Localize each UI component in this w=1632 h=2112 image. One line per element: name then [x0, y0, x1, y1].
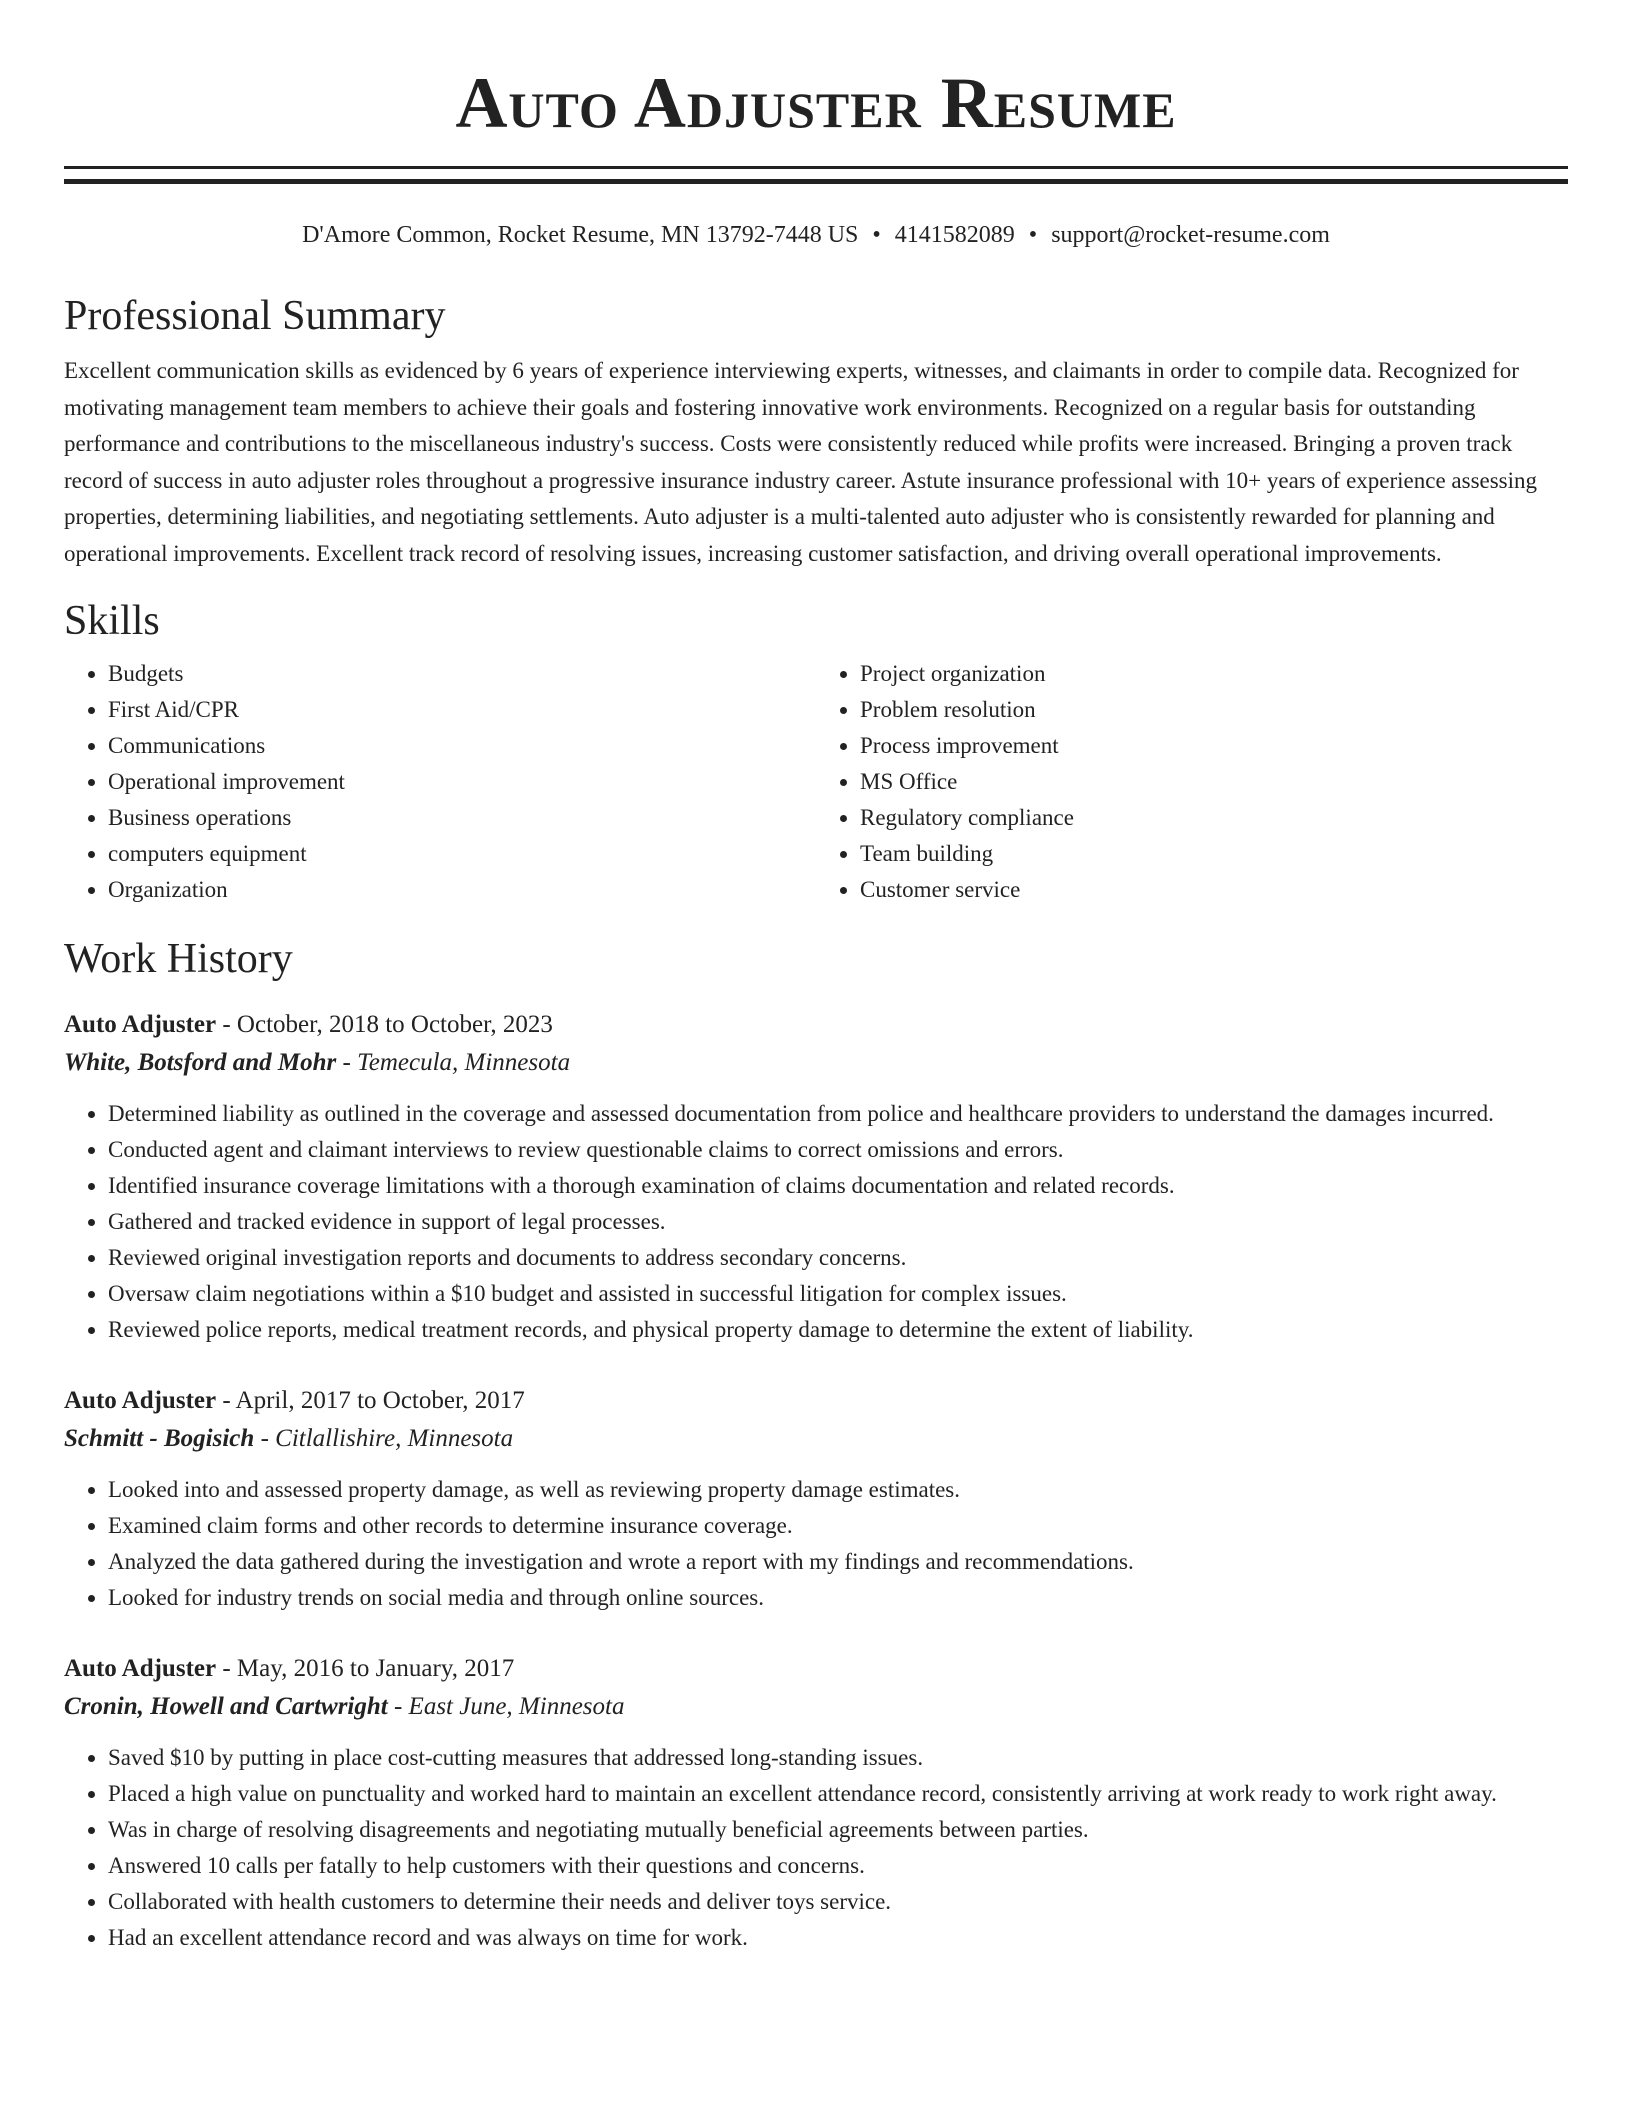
skill-item: • First Aid/CPR [108, 692, 816, 728]
job-entry [64, 1382, 1568, 1616]
skill-item: • MS Office [860, 764, 1568, 800]
job-bullet: • Oversaw claim negotiations within a $10 budget and assisted in successful litigation for complex issues. [108, 1276, 1568, 1312]
skill-item: • Business operations [108, 800, 816, 836]
job-bullet: • Gathered and tracked evidence in support of legal processes. [108, 1204, 1568, 1240]
skill-item: • Customer service [860, 872, 1568, 908]
job-bullet: • Conducted agent and claimant interviews to review questionable claims to correct omissions and errors. [108, 1132, 1568, 1168]
job-company-line: Cronin, Howell and Cartwright - East June, Minnesota [64, 1693, 625, 1720]
title-divider [64, 166, 1568, 184]
resume-title: Auto Adjuster Resume [455, 63, 1177, 143]
skill-item: • Process improvement [860, 728, 1568, 764]
job-role: Auto Adjuster [64, 1387, 217, 1414]
separator-dot: • [872, 222, 881, 248]
work-history-heading: Work History [64, 936, 293, 982]
job-title-line: Auto Adjuster - October, 2018 to October, 2023 [64, 1011, 553, 1038]
contact-line [64, 219, 1568, 251]
skills-columns [64, 656, 1568, 908]
job-location: East June, Minnesota [408, 1693, 625, 1720]
job-bullets [64, 1096, 1568, 1348]
job-bullet: • Saved $10 by putting in place cost-cutting measures that addressed long-standing issues. [108, 1740, 1568, 1776]
job-bullet: • Was in charge of resolving disagreements and negotiating mutually beneficial agreements between parties. [108, 1812, 1568, 1848]
job-bullet: • Examined claim forms and other records to determine insurance coverage. [108, 1508, 1568, 1544]
skills-list-right [816, 656, 1568, 908]
separator-dot: • [1028, 222, 1038, 248]
job-bullet: • Determined liability as outlined in the coverage and assessed documentation from police and healthcare providers to understand the damages incurred. [108, 1096, 1568, 1132]
job-title-line: Auto Adjuster - May, 2016 to January, 2017 [64, 1655, 515, 1682]
skill-item: • computers equipment [108, 836, 816, 872]
skill-item: • Budgets [108, 656, 816, 692]
skill-item: • Organization [108, 872, 816, 908]
job-bullets [64, 1472, 1568, 1616]
job-dates: April, 2017 to October, 2017 [235, 1387, 525, 1414]
skill-item: • Operational improvement [108, 764, 816, 800]
job-location: Temecula, Minnesota [357, 1049, 571, 1076]
job-company: Cronin, Howell and Cartwright [64, 1693, 388, 1720]
skill-item: • Team building [860, 836, 1568, 872]
job-bullet: • Collaborated with health customers to determine their needs and deliver toys service. [108, 1884, 1568, 1920]
job-dates: October, 2018 to October, 2023 [236, 1011, 553, 1038]
summary-text: Excellent communication skills as evidenced by 6 years of experience interviewing experts, witnesses, and claimants in order to compile data. Recognized for motivating management team members to achieve their goals and fostering innovative work environments. Recognized on a regular basis for outstanding performance and contributions to the miscellaneous industry's success. Costs were consistently reduced while profits were increased. Bringing a proven track record of success in auto adjuster roles throughout a progressive insurance industry career. Astute insurance professional with 10+ years of experience assessing properties, determining liabilities, and negotiating settlements. Auto adjuster is a multi-talented auto adjuster who is consistently rewarded for planning and operational improvements. Excellent track record of resolving issues, increasing customer satisfaction, and driving overall operational improvements. [64, 358, 1538, 566]
job-bullet: • Looked for industry trends on social media and through online sources. [108, 1580, 1568, 1616]
job-title-line: Auto Adjuster - April, 2017 to October, 2017 [64, 1387, 525, 1414]
job-dates: May, 2016 to January, 2017 [236, 1655, 515, 1682]
skill-item: • Project organization [860, 656, 1568, 692]
job-bullet: • Identified insurance coverage limitations with a thorough examination of claims documentation and related records. [108, 1168, 1568, 1204]
job-role: Auto Adjuster [64, 1655, 217, 1682]
job-company: White, Botsford and Mohr [64, 1049, 337, 1076]
job-bullet: • Reviewed police reports, medical treatment records, and physical property damage to determine the extent of liability. [108, 1312, 1568, 1348]
job-bullet: • Answered 10 calls per fatally to help customers with their questions and concerns. [108, 1848, 1568, 1884]
job-bullets [64, 1740, 1568, 1956]
job-location: Citlallishire, Minnesota [275, 1425, 514, 1452]
job-role: Auto Adjuster [64, 1011, 217, 1038]
skills-heading: Skills [64, 598, 160, 644]
job-entry [64, 1006, 1568, 1348]
skills-list-left [64, 656, 816, 908]
summary-heading: Professional Summary [64, 293, 446, 339]
skill-item: • Communications [108, 728, 816, 764]
job-bullet: • Analyzed the data gathered during the investigation and wrote a report with my findings and recommendations. [108, 1544, 1568, 1580]
email-link[interactable]: support@rocket-resume.com [1051, 222, 1330, 248]
job-bullet: • Had an excellent attendance record and was always on time for work. [108, 1920, 1568, 1956]
skill-item: • Regulatory compliance [860, 800, 1568, 836]
job-bullet: • Looked into and assessed property damage, as well as reviewing property damage estimates. [108, 1472, 1568, 1508]
address: D'Amore Common, Rocket Resume, MN 13792-7448 US [302, 222, 859, 248]
job-bullet: • Reviewed original investigation reports and documents to address secondary concerns. [108, 1240, 1568, 1276]
phone: 4141582089 [894, 222, 1015, 248]
job-bullet: • Placed a high value on punctuality and worked hard to maintain an excellent attendance record, consistently arriving at work ready to work right away. [108, 1776, 1568, 1812]
job-company-line: Schmitt - Bogisich - Citlallishire, Minnesota [64, 1425, 514, 1452]
skill-item: • Problem resolution [860, 692, 1568, 728]
job-entry [64, 1650, 1568, 1956]
job-company-line: White, Botsford and Mohr - Temecula, Minnesota [64, 1049, 571, 1076]
job-company: Schmitt - Bogisich [64, 1425, 255, 1452]
